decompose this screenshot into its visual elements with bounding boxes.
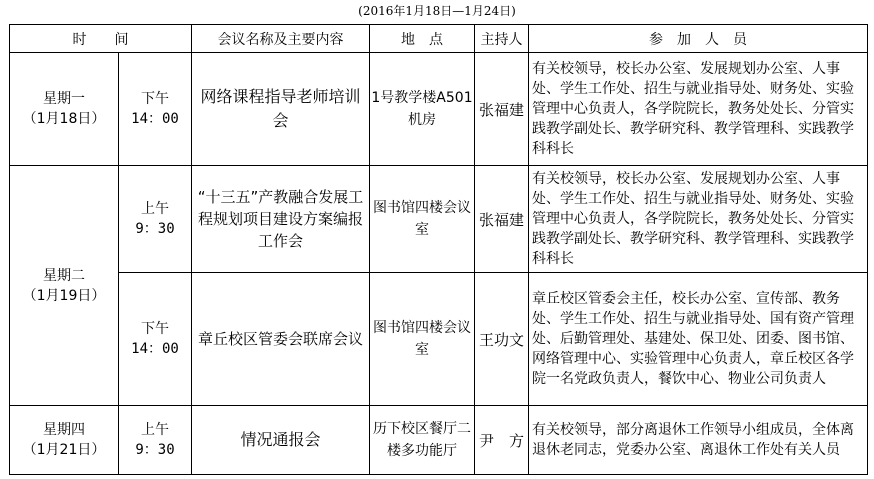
period-label: 下午 bbox=[141, 321, 169, 337]
location-cell: 图书馆四楼会议室 bbox=[370, 273, 475, 406]
period-label: 上午 bbox=[141, 422, 169, 438]
host-cell: 张福建 bbox=[475, 166, 529, 273]
date-label: （1月21日） bbox=[22, 442, 106, 458]
period-label: 上午 bbox=[141, 201, 169, 217]
attendees-cell: 有关校领导，部分离退休工作领导小组成员，全体离退休老同志，党委办公室、离退休工作处有关人员 bbox=[529, 406, 868, 475]
header-meeting: 会议名称及主要内容 bbox=[192, 25, 370, 53]
clock-label: 14：00 bbox=[131, 111, 179, 127]
location-cell: 图书馆四楼会议室 bbox=[370, 166, 475, 273]
host-cell: 尹 方 bbox=[475, 406, 529, 475]
time-cell bbox=[119, 406, 192, 475]
day-cell bbox=[10, 166, 119, 406]
host-cell: 王功文 bbox=[475, 273, 529, 406]
meeting-name: 网络课程指导老师培训会 bbox=[192, 53, 370, 166]
clock-label: 9：30 bbox=[135, 221, 175, 237]
table-row bbox=[10, 406, 868, 475]
location-cell: 1号教学楼A501机房 bbox=[370, 53, 475, 166]
host-cell: 张福建 bbox=[475, 53, 529, 166]
location-cell: 历下校区餐厅二楼多功能厅 bbox=[370, 406, 475, 475]
period-label: 下午 bbox=[141, 91, 169, 107]
date-label: （1月18日） bbox=[22, 111, 106, 127]
header-time: 时 间 bbox=[10, 25, 192, 53]
day-label: 星期一 bbox=[43, 91, 85, 107]
table-row bbox=[10, 166, 868, 273]
day-label: 星期二 bbox=[43, 267, 85, 284]
clock-label: 14：00 bbox=[131, 341, 179, 357]
time-cell bbox=[119, 53, 192, 166]
header-row bbox=[10, 25, 868, 53]
header-location: 地 点 bbox=[370, 25, 475, 53]
header-host: 主持人 bbox=[475, 25, 529, 53]
day-cell bbox=[10, 406, 119, 475]
clock-label: 9：30 bbox=[135, 442, 175, 458]
date-label: （1月19日） bbox=[22, 287, 106, 304]
time-cell bbox=[119, 166, 192, 273]
meeting-name: 章丘校区管委会联席会议 bbox=[192, 273, 370, 406]
header-attendees: 参 加 人 员 bbox=[529, 25, 868, 53]
schedule-caption: (2016年1月18日—1月24日) bbox=[358, 4, 516, 18]
day-cell bbox=[10, 53, 119, 166]
table-row bbox=[10, 273, 868, 406]
attendees-cell: 有关校领导，校长办公室、发展规划办公室、人事处、学生工作处、招生与就业指导处、财务处、实验管理中心负责人，各学院院长，教务处处长、分管实践教学副处长、教学研究科、教学管理科、实践教学科科长 bbox=[529, 53, 868, 166]
attendees-cell: 章丘校区管委会主任，校长办公室、宣传部、教务处、学生工作处、招生与就业指导处、国有资产管理处、后勤管理处、基建处、保卫处、团委、图书馆、网络管理中心、实验管理中心负责人，章丘校区各学院一名党政负责人，餐饮中心、物业公司负责人 bbox=[529, 273, 868, 406]
meeting-name: “十三五”产教融合发展工程规划项目建设方案编报工作会 bbox=[192, 166, 370, 273]
meeting-name: 情况通报会 bbox=[192, 406, 370, 475]
time-cell bbox=[119, 273, 192, 406]
attendees-cell: 有关校领导，校长办公室、发展规划办公室、人事处、学生工作处、招生与就业指导处、财务处、实验管理中心负责人，各学院院长，教务处处长、分管实践教学副处长、教学研究科、教学管理科、实践教学科科长 bbox=[529, 166, 868, 273]
meeting-schedule-table bbox=[9, 24, 868, 475]
day-label: 星期四 bbox=[43, 422, 85, 438]
table-row bbox=[10, 53, 868, 166]
